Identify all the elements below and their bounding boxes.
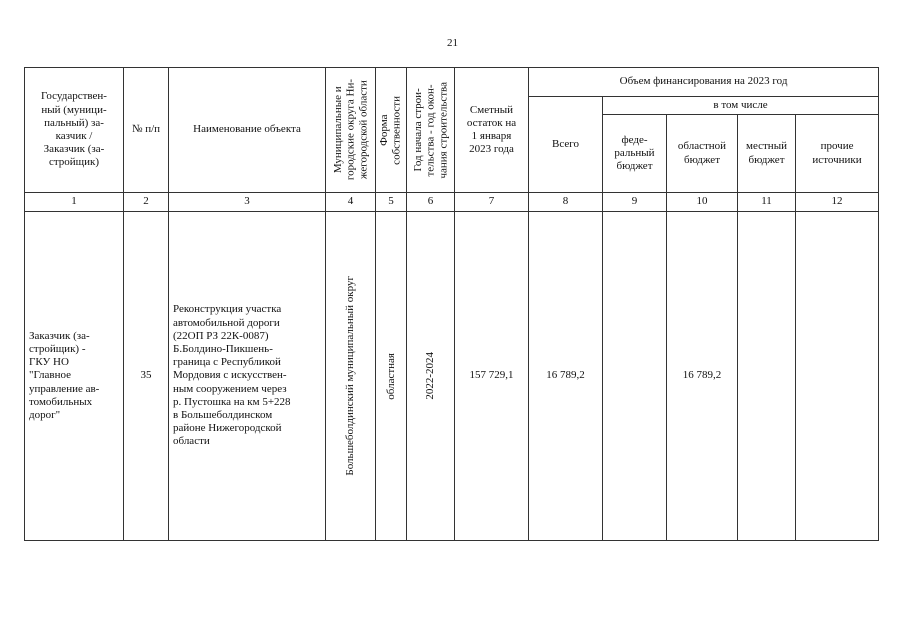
header-other: прочие источники: [796, 115, 879, 193]
header-years: Год начала строи- тельства - год окон- чания строительства: [407, 68, 455, 193]
page-number: 21: [447, 37, 458, 49]
header-financing-group: Объем финансирования на 2023 год: [529, 68, 879, 97]
column-number: 1: [25, 193, 124, 212]
header-object-name: Наименование объекта: [169, 68, 326, 193]
cell-other: [796, 212, 879, 541]
cell-number: 35: [124, 212, 169, 541]
cell-ownership: областная: [376, 212, 407, 541]
column-number: 11: [738, 193, 796, 212]
column-number: 6: [407, 193, 455, 212]
column-number: 12: [796, 193, 879, 212]
header-local: местный бюджет: [738, 115, 796, 193]
cell-regional: 16 789,2: [667, 212, 738, 541]
cell-remaining: 157 729,1: [455, 212, 529, 541]
table-row: [25, 212, 879, 541]
column-number: 10: [667, 193, 738, 212]
header-district: Муниципальные и городские округа Ни- жегородской области: [326, 68, 376, 193]
header-remaining: Сметный остаток на 1 января 2023 года: [455, 68, 529, 193]
cell-years: 2022-2024: [407, 212, 455, 541]
cell-federal: [603, 212, 667, 541]
header-ownership: Форма собственности: [376, 68, 407, 193]
cell-local: [738, 212, 796, 541]
header-regional: областной бюджет: [667, 115, 738, 193]
header-total: Всего: [529, 97, 603, 193]
column-number: 8: [529, 193, 603, 212]
header-customer: Государствен- ный (муници- пальный) за- казчик / Заказчик (за- стройщик): [25, 68, 124, 193]
column-number: 2: [124, 193, 169, 212]
column-number: 4: [326, 193, 376, 212]
cell-object-name: Реконструкция участка автомобильной дороги (22ОП РЗ 22К-0087) Б.Болдино-Пикшень- граница с Республикой Мордовия с искусствен- ным сооружением через р. Пустошка на км 5+228 в Большеболдинском районе Нижегородской области: [169, 212, 326, 541]
cell-district: Большеболдинский муниципальный округ: [326, 212, 376, 541]
column-number: 5: [376, 193, 407, 212]
header-federal: феде- ральный бюджет: [603, 115, 667, 193]
financing-table: [24, 67, 879, 541]
column-number: 3: [169, 193, 326, 212]
cell-total: 16 789,2: [529, 212, 603, 541]
column-number: 7: [455, 193, 529, 212]
cell-customer: Заказчик (за- стройщик) - ГКУ НО "Главное управление ав- томобильных дорог": [25, 212, 124, 541]
column-numbers-row: [25, 193, 879, 212]
header-number: № п/п: [124, 68, 169, 193]
header-including: в том числе: [603, 97, 879, 115]
column-number: 9: [603, 193, 667, 212]
